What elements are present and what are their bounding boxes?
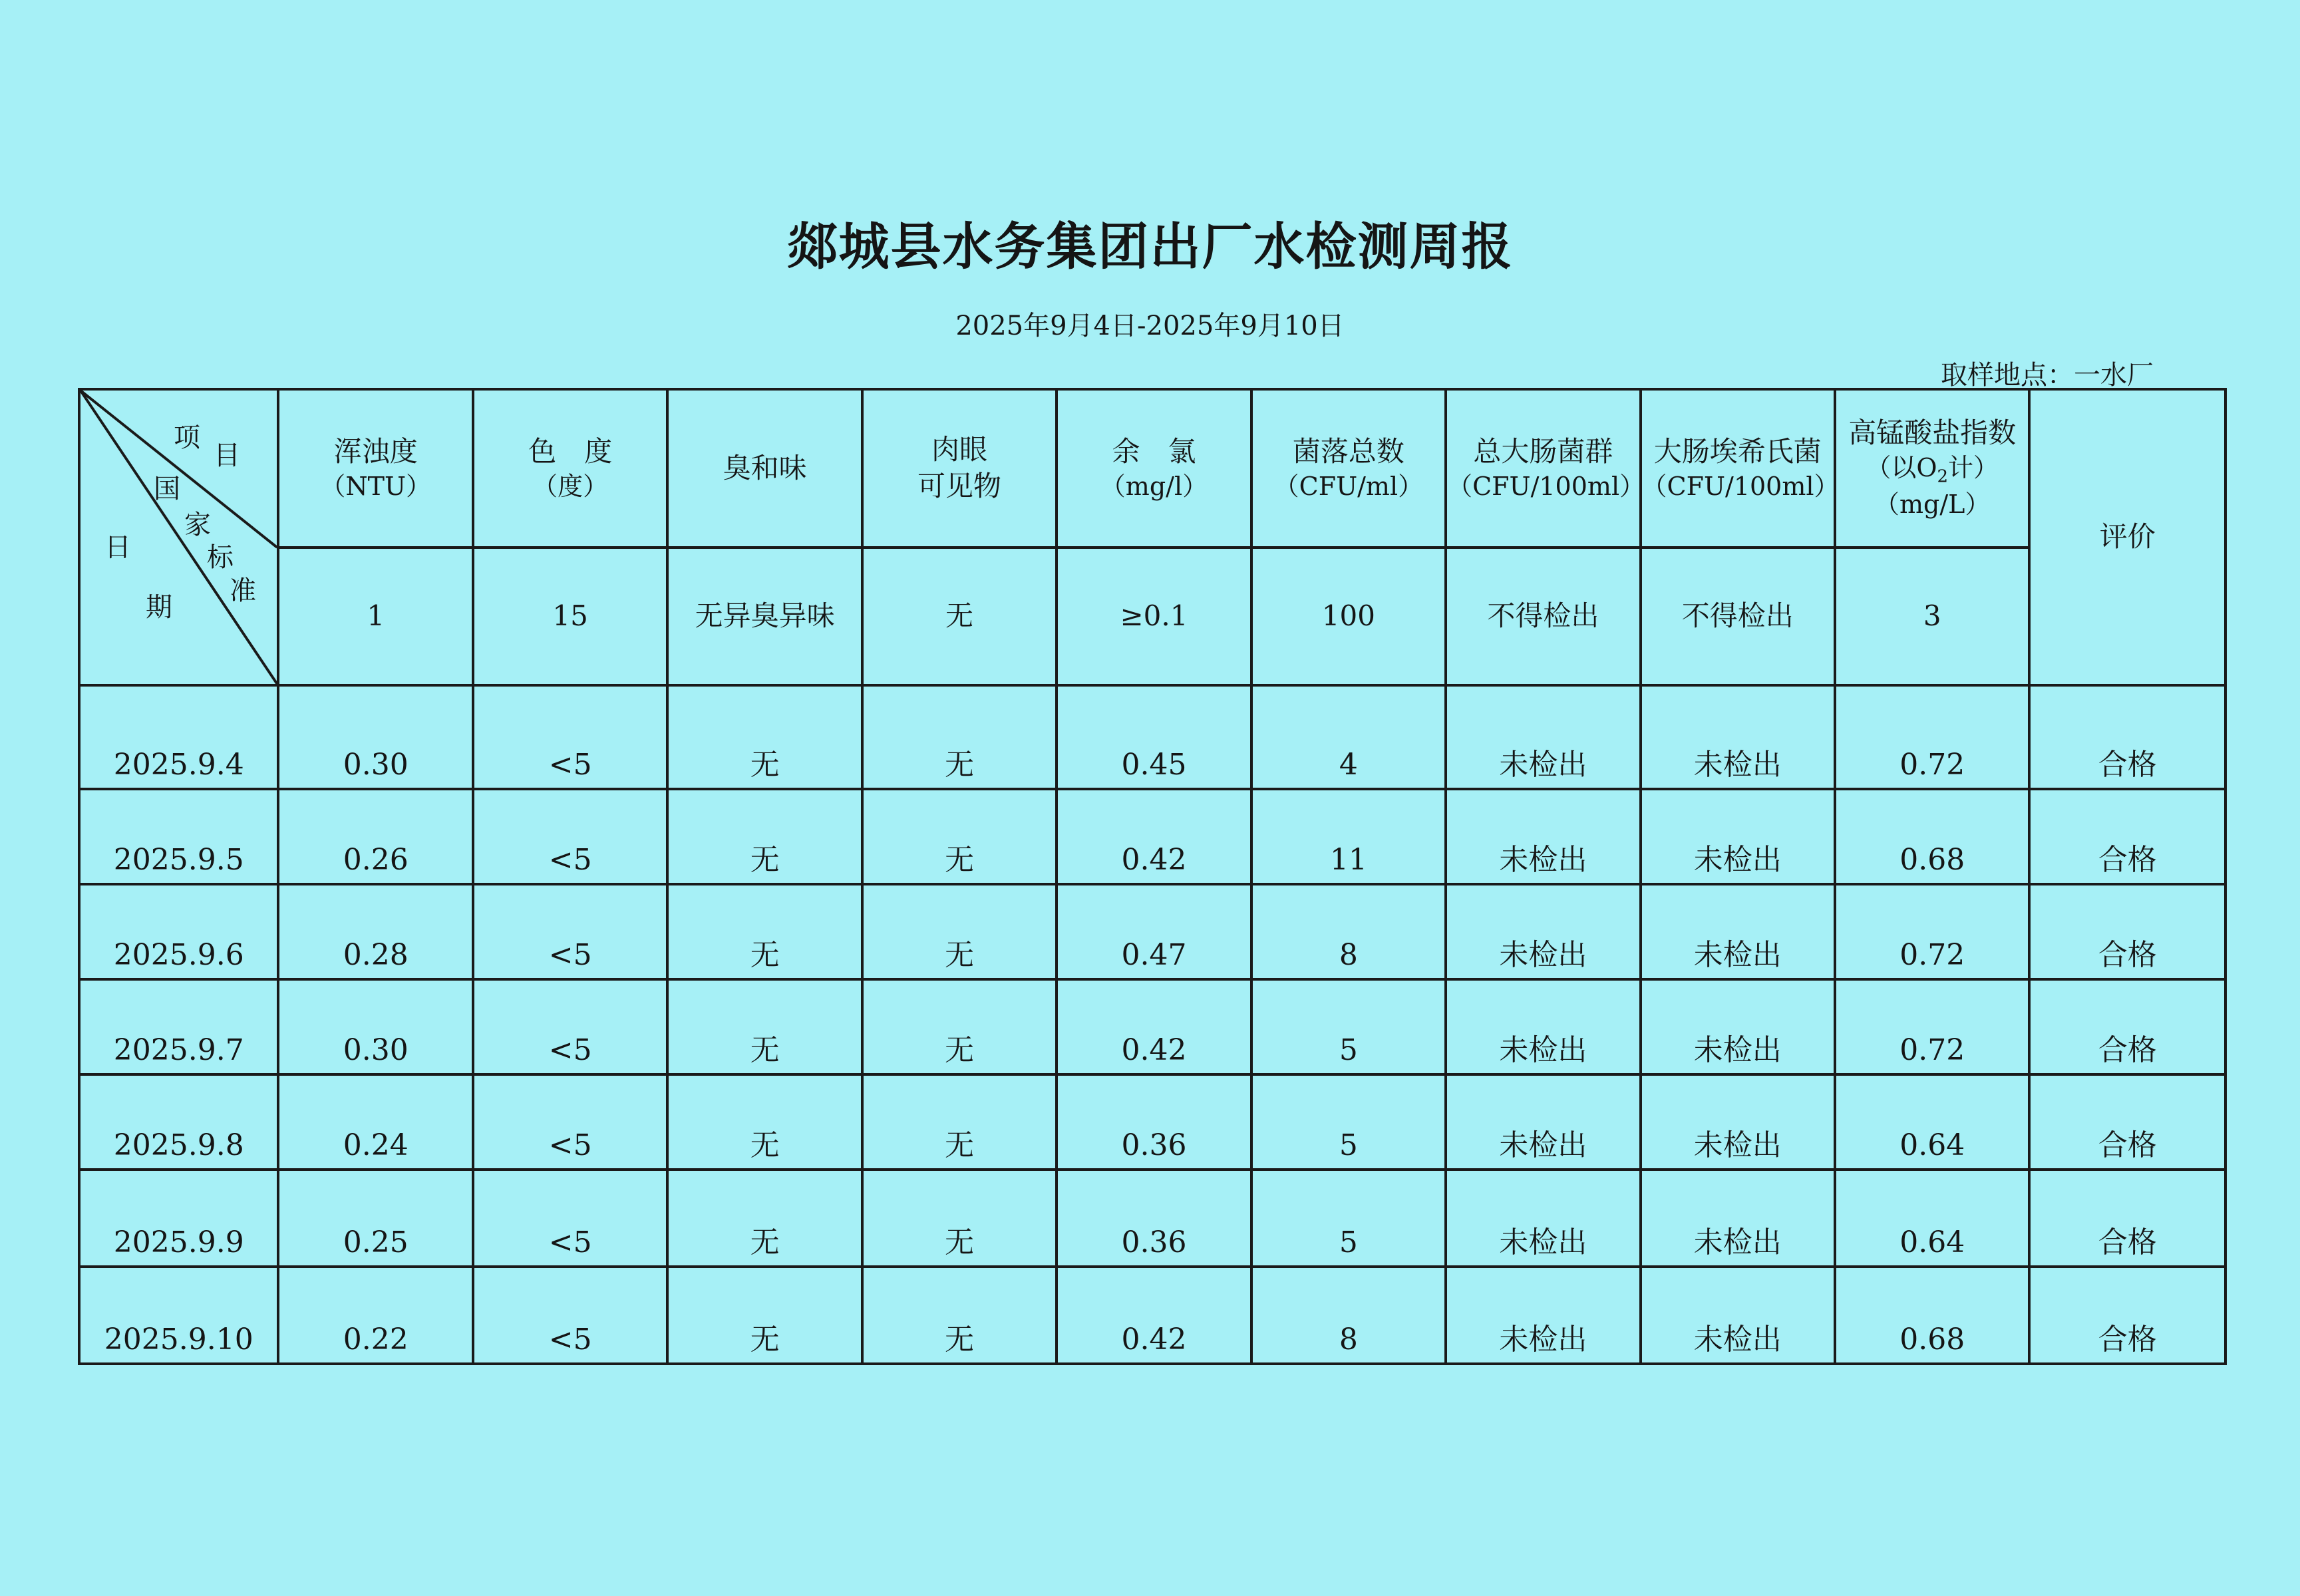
cell-total-coliform: 未检出	[1446, 884, 1640, 979]
cell-date: 2025.9.7	[79, 979, 278, 1074]
cell-total-coliform: 未检出	[1446, 685, 1640, 789]
standard-visible-matter: 无	[862, 548, 1057, 685]
cell-permanganate-index: 0.72	[1835, 685, 2029, 789]
cell-odor: 无	[667, 979, 862, 1074]
cell-permanganate-index: 0.68	[1835, 1267, 2029, 1364]
cell-color: <5	[473, 1267, 667, 1364]
header-turbidity: 浑浊度 （NTU）	[278, 389, 472, 548]
corner-label-guo: 国	[154, 474, 180, 504]
diagonal-header-cell	[79, 389, 278, 685]
cell-visible-matter: 无	[862, 685, 1057, 789]
table-row	[79, 1170, 2225, 1267]
header-residual-chlorine: 余 氯 （mg/l）	[1057, 389, 1251, 548]
cell-date: 2025.9.6	[79, 884, 278, 979]
cell-colony-count: 4	[1251, 685, 1446, 789]
cell-color: <5	[473, 685, 667, 789]
standard-residual-chlorine: ≥0.1	[1057, 548, 1251, 685]
header-row	[79, 389, 2225, 548]
cell-turbidity: 0.30	[278, 979, 472, 1074]
cell-permanganate-index: 0.68	[1835, 789, 2029, 884]
cell-evaluation: 合格	[2029, 1074, 2225, 1170]
standard-ecoli: 不得检出	[1641, 548, 1835, 685]
header-odor: 臭和味	[667, 389, 862, 548]
cell-visible-matter: 无	[862, 789, 1057, 884]
cell-color: <5	[473, 884, 667, 979]
cell-colony-count: 11	[1251, 789, 1446, 884]
cell-turbidity: 0.24	[278, 1074, 472, 1170]
cell-total-coliform: 未检出	[1446, 979, 1640, 1074]
corner-label-xiang: 项	[174, 422, 200, 453]
cell-date: 2025.9.8	[79, 1074, 278, 1170]
cell-evaluation: 合格	[2029, 1267, 2225, 1364]
cell-residual-chlorine: 0.47	[1057, 884, 1251, 979]
cell-odor: 无	[667, 685, 862, 789]
cell-permanganate-index: 0.72	[1835, 884, 2029, 979]
cell-permanganate-index: 0.64	[1835, 1170, 2029, 1267]
cell-color: <5	[473, 789, 667, 884]
cell-odor: 无	[667, 884, 862, 979]
cell-colony-count: 5	[1251, 1170, 1446, 1267]
cell-color: <5	[473, 979, 667, 1074]
header-colony-count: 菌落总数 （CFU/ml）	[1251, 389, 1446, 548]
cell-odor: 无	[667, 1267, 862, 1364]
cell-turbidity: 0.26	[278, 789, 472, 884]
sampling-location: 取样地点：一水厂	[1941, 360, 2154, 391]
table-row	[79, 884, 2225, 979]
corner-label-biao: 标	[207, 542, 234, 573]
cell-evaluation: 合格	[2029, 685, 2225, 789]
cell-colony-count: 8	[1251, 884, 1446, 979]
standard-turbidity: 1	[278, 548, 472, 685]
standard-odor: 无异臭异味	[667, 548, 862, 685]
cell-odor: 无	[667, 1170, 862, 1267]
cell-residual-chlorine: 0.42	[1057, 789, 1251, 884]
corner-label-zhun: 准	[230, 575, 256, 606]
standard-total-coliform: 不得检出	[1446, 548, 1640, 685]
cell-visible-matter: 无	[862, 1074, 1057, 1170]
cell-date: 2025.9.4	[79, 685, 278, 789]
cell-ecoli: 未检出	[1641, 685, 1835, 789]
header-permanganate-index: 高锰酸盐指数 （以$O_2$计） （mg/L）	[1835, 389, 2029, 548]
header-color: 色 度 （度）	[473, 389, 667, 548]
cell-permanganate-index: 0.64	[1835, 1074, 2029, 1170]
cell-residual-chlorine: 0.36	[1057, 1074, 1251, 1170]
cell-evaluation: 合格	[2029, 979, 2225, 1074]
cell-visible-matter: 无	[862, 884, 1057, 979]
table-row	[79, 789, 2225, 884]
cell-residual-chlorine: 0.45	[1057, 685, 1251, 789]
header-ecoli: 大肠埃希氏菌 （CFU/100ml）	[1641, 389, 1835, 548]
header-evaluation: 评价	[2029, 389, 2225, 685]
corner-label-qi: 期	[146, 592, 172, 623]
standard-row	[79, 548, 2225, 685]
report-title: 郯城县水务集团出厂水检测周报	[786, 217, 1514, 276]
cell-total-coliform: 未检出	[1446, 1267, 1640, 1364]
cell-permanganate-index: 0.72	[1835, 979, 2029, 1074]
cell-date: 2025.9.10	[79, 1267, 278, 1364]
header-total-coliform: 总大肠菌群 （CFU/100ml）	[1446, 389, 1640, 548]
cell-evaluation: 合格	[2029, 789, 2225, 884]
corner-label-jia: 家	[184, 510, 211, 540]
standard-color: 15	[473, 548, 667, 685]
cell-ecoli: 未检出	[1641, 1267, 1835, 1364]
cell-odor: 无	[667, 1074, 862, 1170]
header-visible-matter: 肉眼 可见物	[862, 389, 1057, 548]
cell-date: 2025.9.9	[79, 1170, 278, 1267]
cell-turbidity: 0.22	[278, 1267, 472, 1364]
cell-odor: 无	[667, 789, 862, 884]
cell-date: 2025.9.5	[79, 789, 278, 884]
cell-turbidity: 0.28	[278, 884, 472, 979]
cell-residual-chlorine: 0.36	[1057, 1170, 1251, 1267]
cell-color: <5	[473, 1170, 667, 1267]
cell-total-coliform: 未检出	[1446, 1074, 1640, 1170]
water-quality-table	[78, 388, 2227, 1365]
cell-colony-count: 5	[1251, 1074, 1446, 1170]
cell-residual-chlorine: 0.42	[1057, 979, 1251, 1074]
cell-colony-count: 8	[1251, 1267, 1446, 1364]
cell-ecoli: 未检出	[1641, 979, 1835, 1074]
cell-total-coliform: 未检出	[1446, 789, 1640, 884]
table-row	[79, 1074, 2225, 1170]
table-row	[79, 685, 2225, 789]
cell-ecoli: 未检出	[1641, 1074, 1835, 1170]
cell-colony-count: 5	[1251, 979, 1446, 1074]
cell-ecoli: 未检出	[1641, 1170, 1835, 1267]
cell-residual-chlorine: 0.42	[1057, 1267, 1251, 1364]
standard-permanganate-index: 3	[1835, 548, 2029, 685]
cell-color: <5	[473, 1074, 667, 1170]
table-row	[79, 1267, 2225, 1364]
table-row	[79, 979, 2225, 1074]
cell-ecoli: 未检出	[1641, 884, 1835, 979]
cell-visible-matter: 无	[862, 1267, 1057, 1364]
cell-ecoli: 未检出	[1641, 789, 1835, 884]
standard-colony-count: 100	[1251, 548, 1446, 685]
corner-label-mu: 目	[214, 440, 240, 471]
cell-evaluation: 合格	[2029, 1170, 2225, 1267]
cell-turbidity: 0.25	[278, 1170, 472, 1267]
cell-visible-matter: 无	[862, 1170, 1057, 1267]
cell-evaluation: 合格	[2029, 884, 2225, 979]
report-date-range: 2025年9月4日-2025年9月10日	[955, 311, 1345, 341]
cell-total-coliform: 未检出	[1446, 1170, 1640, 1267]
corner-label-ri: 日	[104, 532, 131, 563]
cell-turbidity: 0.30	[278, 685, 472, 789]
cell-visible-matter: 无	[862, 979, 1057, 1074]
